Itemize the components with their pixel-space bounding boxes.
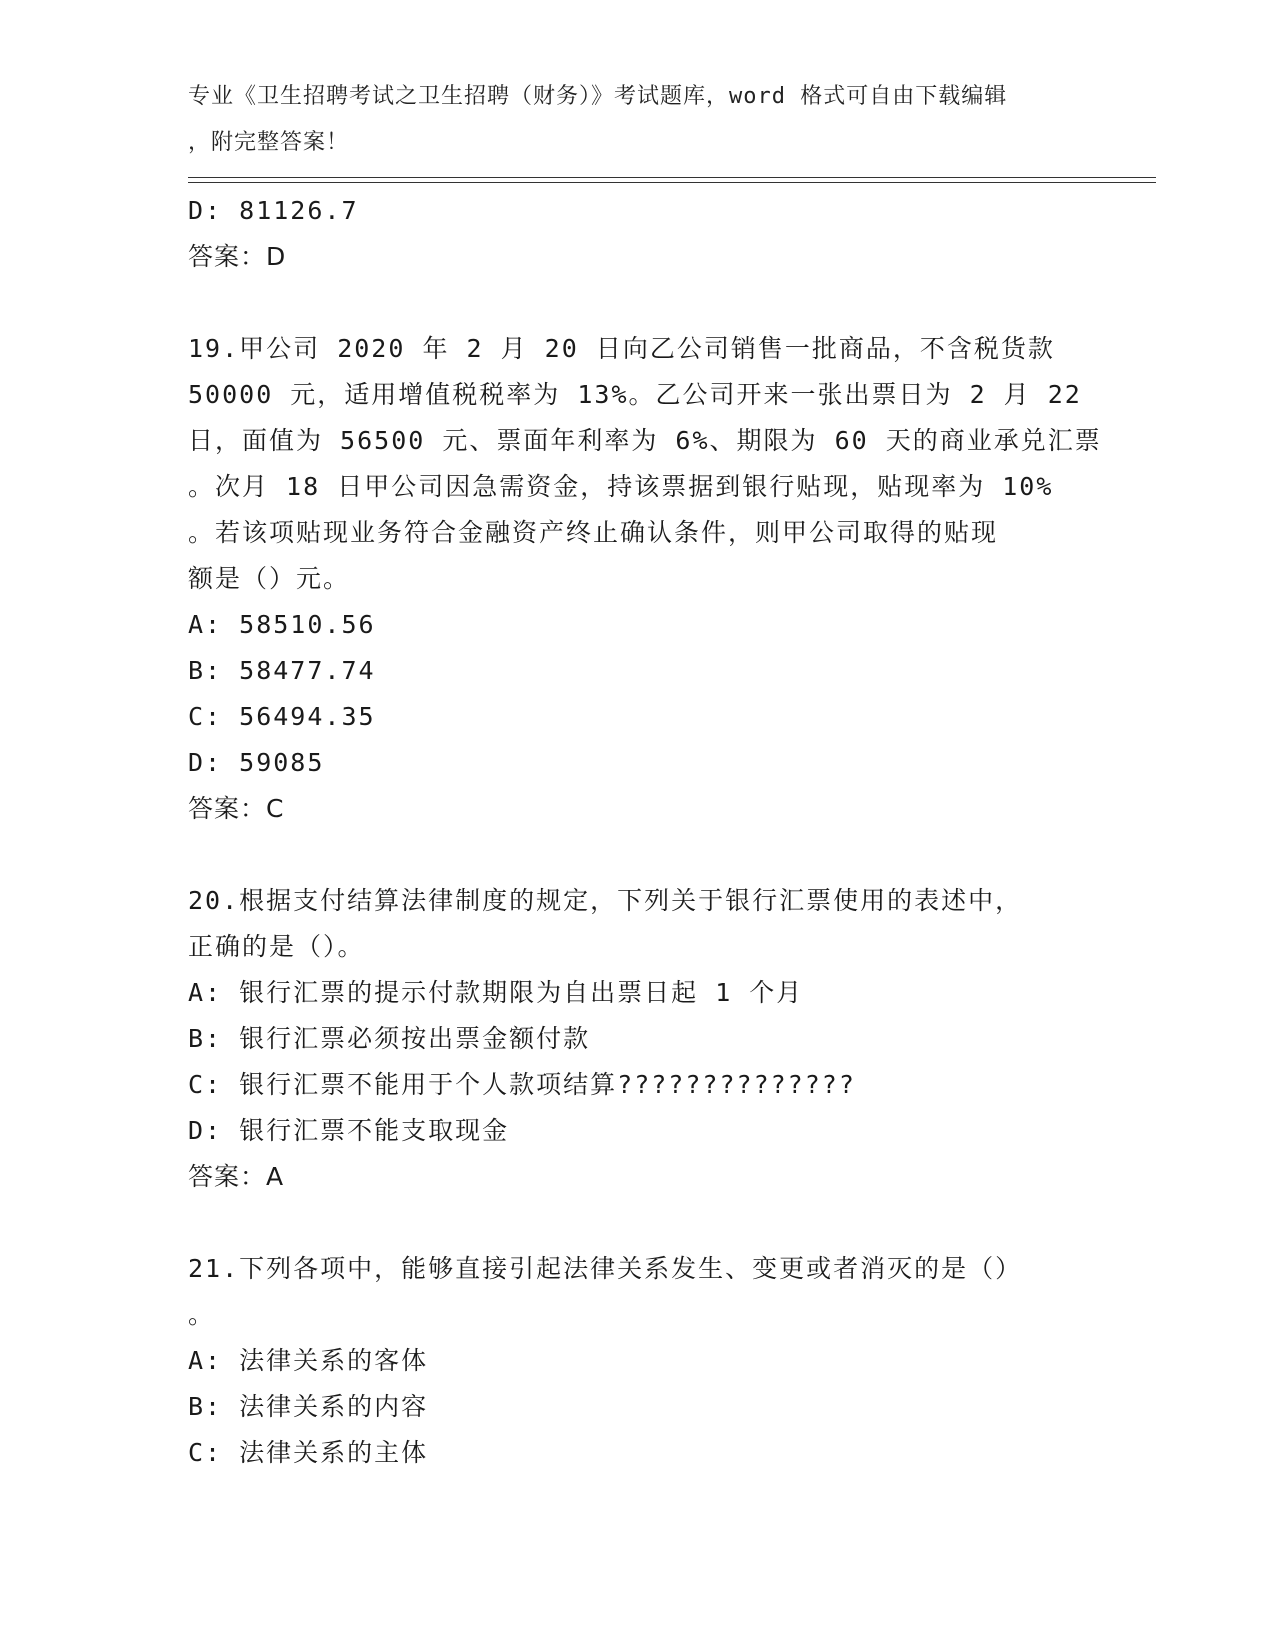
question-20 (188, 878, 1088, 1200)
option-d: D: 银行汇票不能支取现金 (188, 1116, 510, 1145)
answer-label: 答案：A (188, 1162, 285, 1191)
stem-line: 额是（）元。 (188, 564, 351, 593)
question-18-tail (188, 188, 1088, 280)
stem-line: 日，面值为 56500 元、票面年利率为 6%、期限为 60 天的商业承兑汇票 (188, 426, 1102, 455)
option-b: B: 法律关系的内容 (188, 1392, 429, 1421)
stem-line: 正确的是（）。 (188, 932, 365, 961)
stem-line: 21.下列各项中，能够直接引起法律关系发生、变更或者消灭的是（） (188, 1254, 1023, 1283)
header-line: 专业《卫生招聘考试之卫生招聘（财务）》考试题库，word 格式可自由下载编辑 (188, 84, 1008, 109)
option-c: C: 56494.35 (188, 702, 376, 731)
answer-label: 答案：C (188, 794, 285, 823)
header-divider (188, 182, 1156, 183)
option-b: B: 58477.74 (188, 656, 376, 685)
option-d: D: 59085 (188, 748, 325, 777)
question-stem (188, 326, 1102, 602)
option-c: C: 法律关系的主体 (188, 1438, 429, 1467)
option-d: D: 81126.7 (188, 196, 359, 225)
header-line: ，附完整答案！ (188, 130, 350, 155)
stem-line: 。若该项贴现业务符合金融资产终止确认条件，则甲公司取得的贴现 (188, 518, 999, 547)
header-divider (188, 177, 1156, 178)
option-b: B: 银行汇票必须按出票金额付款 (188, 1024, 591, 1053)
spacer (188, 280, 1088, 326)
stem-line: 。次月 18 日甲公司因急需资金，持该票据到银行贴现，贴现率为 10% (188, 472, 1054, 501)
question-stem (188, 878, 1088, 970)
option-a: A: 58510.56 (188, 610, 376, 639)
question-content (188, 188, 1102, 1476)
page-header (188, 74, 1088, 166)
option-a: A: 法律关系的客体 (188, 1346, 429, 1375)
stem-line: 。 (188, 1300, 216, 1329)
stem-line: 50000 元，适用增值税税率为 13%。乙公司开来一张出票日为 2 月 22 (188, 380, 1082, 409)
question-21 (188, 1246, 1088, 1476)
answer-label: 答案：D (188, 242, 287, 271)
option-a: A: 银行汇票的提示付款期限为自出票日起 1 个月 (188, 978, 804, 1007)
stem-line: 20.根据支付结算法律制度的规定，下列关于银行汇票使用的表述中， (188, 886, 1023, 915)
option-c: C: 银行汇票不能用于个人款项结算?????????????? (188, 1070, 856, 1099)
stem-line: 19.甲公司 2020 年 2 月 20 日向乙公司销售一批商品，不含税货款 (188, 334, 1055, 363)
spacer (188, 1200, 1088, 1246)
question-19 (188, 326, 1102, 832)
question-stem (188, 1246, 1088, 1338)
spacer (188, 832, 1088, 878)
